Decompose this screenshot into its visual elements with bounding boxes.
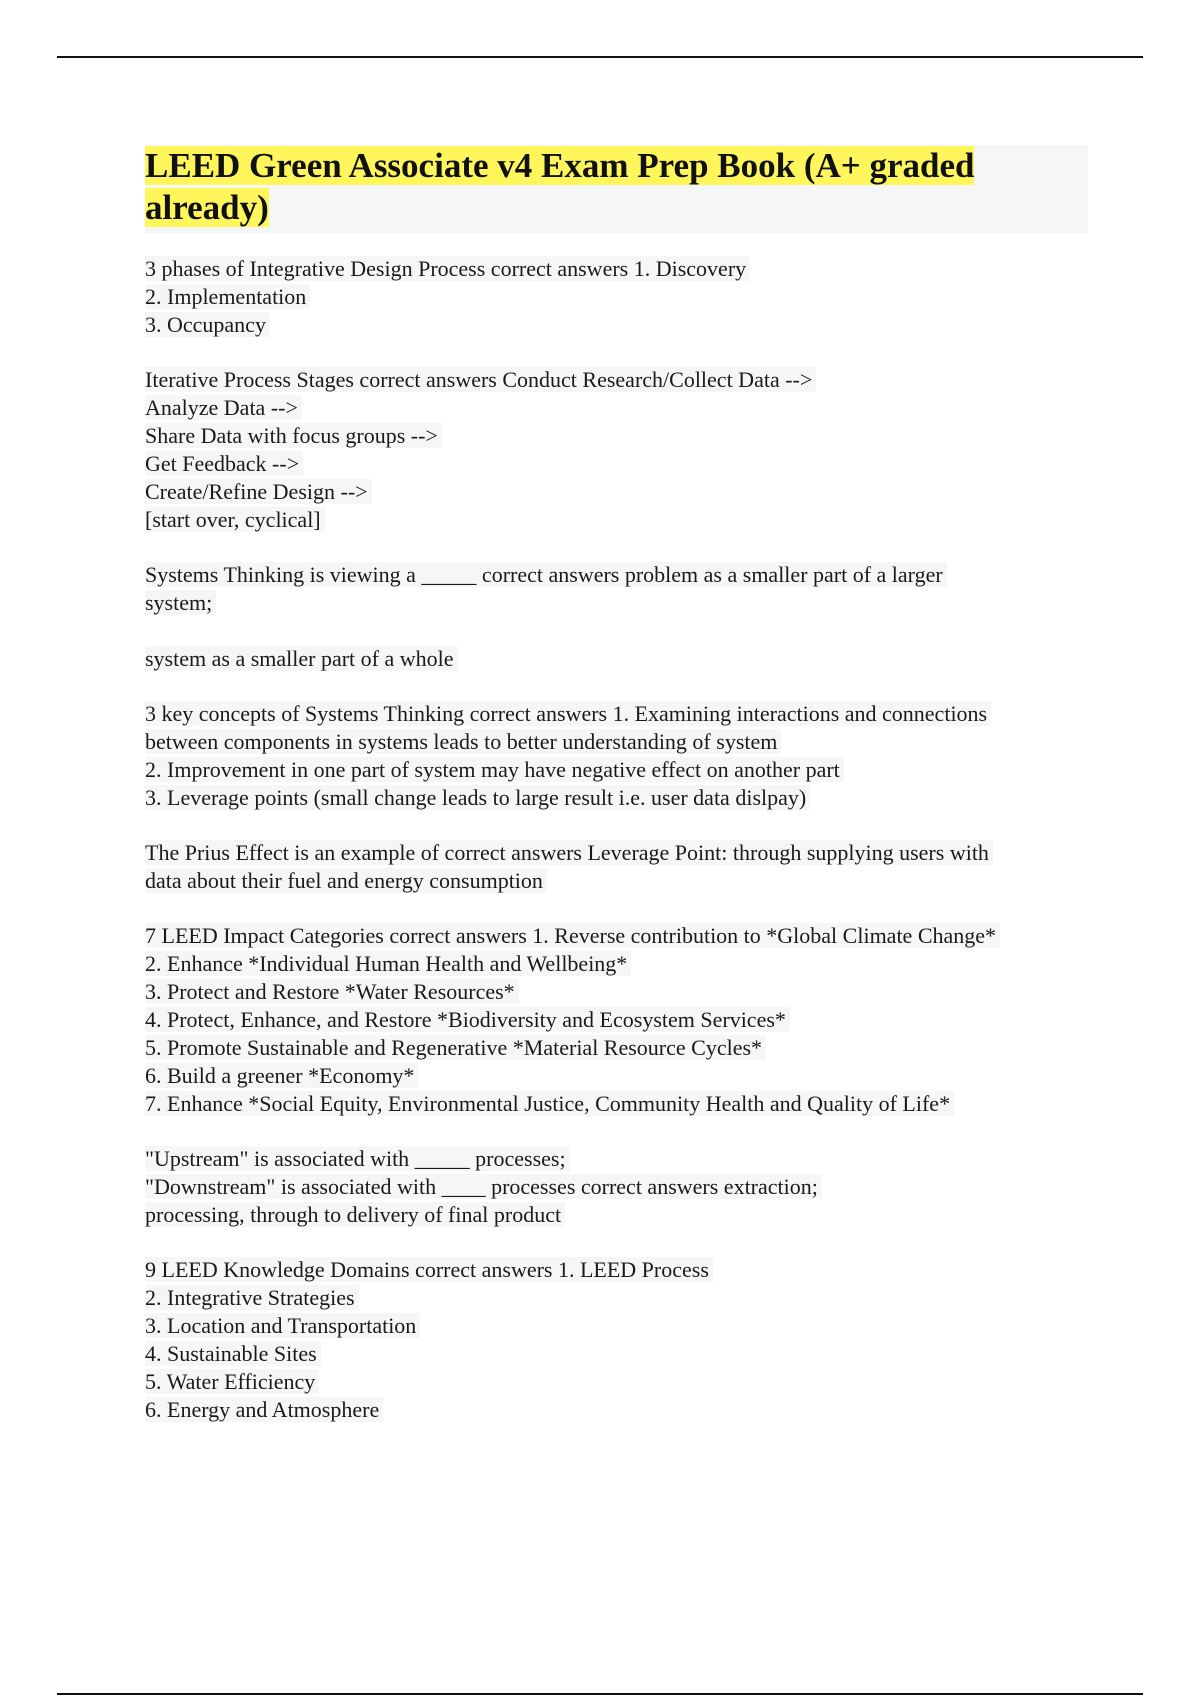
entry-line: 3. Location and Transportation	[145, 1313, 420, 1338]
entry-line: 6. Energy and Atmosphere	[145, 1397, 383, 1422]
entry-line: 2. Improvement in one part of system may have negative effect on another part	[145, 757, 844, 782]
entry-line: data about their fuel and energy consumption	[145, 868, 547, 893]
qa-entry	[145, 1145, 1095, 1229]
paragraph-gap	[145, 617, 1095, 645]
entry-line: 5. Promote Sustainable and Regenerative *Material Resource Cycles*	[145, 1035, 766, 1060]
qa-entry	[145, 700, 1095, 812]
title-line-2: already)	[145, 188, 269, 227]
document-title-block	[145, 145, 1088, 233]
title-line-1: LEED Green Associate v4 Exam Prep Book (A+ graded	[145, 146, 975, 185]
entry-line: 7. Enhance *Social Equity, Environmental Justice, Community Health and Quality of Life*	[145, 1091, 954, 1116]
entry-line: [start over, cyclical]	[145, 507, 325, 532]
qa-entry	[145, 839, 1095, 895]
qa-entry	[145, 561, 1095, 673]
entry-line: processing, through to delivery of final product	[145, 1202, 565, 1227]
entry-line: 3 key concepts of Systems Thinking correct answers 1. Examining interactions and connections	[145, 701, 991, 726]
qa-entry	[145, 366, 1095, 534]
qa-entry	[145, 255, 1095, 339]
qa-entry	[145, 922, 1095, 1118]
entry-line: 5. Water Efficiency	[145, 1369, 319, 1394]
entry-line: 7 LEED Impact Categories correct answers 1. Reverse contribution to *Global Climate Change*	[145, 923, 1000, 948]
entry-line: 3. Leverage points (small change leads to large result i.e. user data dislpay)	[145, 785, 810, 810]
entry-line: Iterative Process Stages correct answers Conduct Research/Collect Data -->	[145, 367, 816, 392]
entry-line: 2. Implementation	[145, 284, 310, 309]
entry-line: Create/Refine Design -->	[145, 479, 372, 504]
entry-line: 4. Protect, Enhance, and Restore *Biodiversity and Ecosystem Services*	[145, 1007, 790, 1032]
entry-line: Analyze Data -->	[145, 395, 302, 420]
entry-line: system;	[145, 590, 216, 615]
entry-line: 3. Protect and Restore *Water Resources*	[145, 979, 519, 1004]
entry-line: The Prius Effect is an example of correct answers Leverage Point: through supplying users with	[145, 840, 993, 865]
entry-line: "Upstream" is associated with _____ processes;	[145, 1146, 570, 1171]
entry-line: "Downstream" is associated with ____ processes correct answers extraction;	[145, 1174, 822, 1199]
entry-line: 3. Occupancy	[145, 312, 270, 337]
entry-line: 4. Sustainable Sites	[145, 1341, 321, 1366]
entry-line: system as a smaller part of a whole	[145, 646, 458, 671]
document-title	[145, 145, 1088, 229]
entry-line: 9 LEED Knowledge Domains correct answers 1. LEED Process	[145, 1257, 713, 1282]
entry-line: 2. Enhance *Individual Human Health and Wellbeing*	[145, 951, 631, 976]
entry-line: between components in systems leads to better understanding of system	[145, 729, 781, 754]
bottom-rule	[57, 1693, 1143, 1695]
qa-entry	[145, 1256, 1095, 1424]
entry-line: 2. Integrative Strategies	[145, 1285, 359, 1310]
entry-line: Share Data with focus groups -->	[145, 423, 442, 448]
entry-line: Get Feedback -->	[145, 451, 303, 476]
document-body	[145, 255, 1095, 1451]
top-rule	[57, 56, 1143, 58]
entry-line: Systems Thinking is viewing a _____ correct answers problem as a smaller part of a larger	[145, 562, 947, 587]
entry-line: 6. Build a greener *Economy*	[145, 1063, 418, 1088]
entry-line: 3 phases of Integrative Design Process correct answers 1. Discovery	[145, 256, 750, 281]
